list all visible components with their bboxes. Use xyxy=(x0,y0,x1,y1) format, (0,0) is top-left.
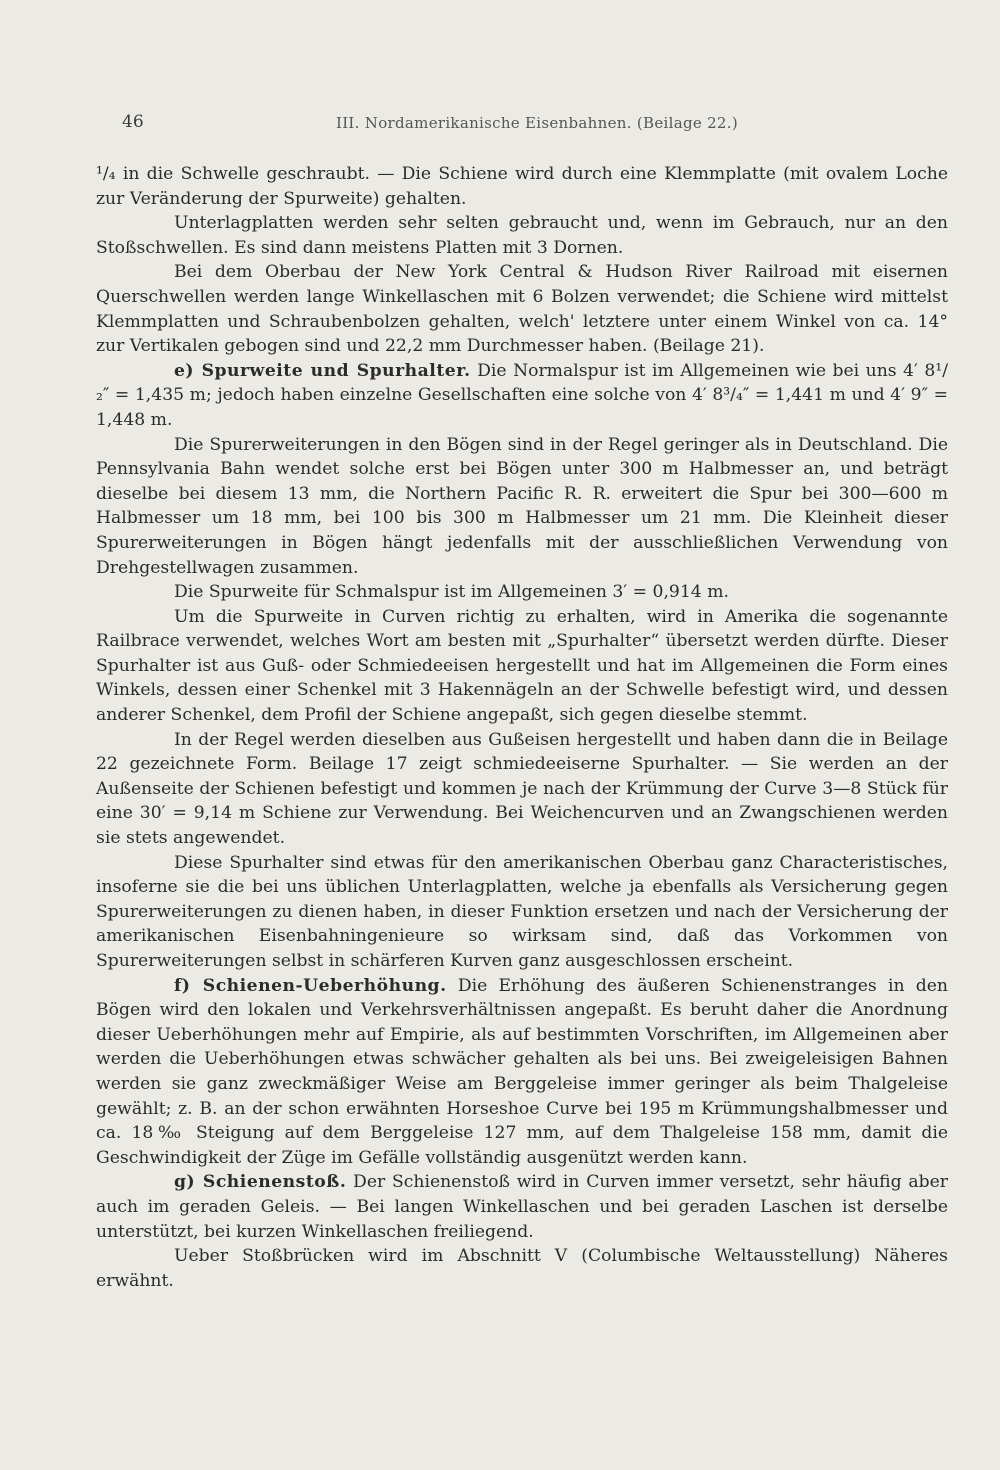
paragraph xyxy=(96,359,948,433)
paragraph xyxy=(96,605,948,728)
page-header xyxy=(122,112,952,142)
section-heading: e) Spurweite und Spurhalter. xyxy=(174,360,471,381)
paragraph xyxy=(96,1244,948,1293)
paragraph xyxy=(96,728,948,851)
page-number: 46 xyxy=(122,112,144,132)
paragraph-text: Der Schienenstoß wird in Curven immer versetzt, sehr häufig aber auch im geraden Geleis. — Bei langen Winkellaschen und bei geraden Laschen ist derselbe unterstützt, bei kurzen Winkellaschen freiliegend. xyxy=(96,1172,948,1242)
paragraph-text: Ueber Stoßbrücken wird im Abschnitt V (Columbische Weltausstellung) Näheres erwähnt. xyxy=(96,1246,948,1291)
paragraph-text: Unterlagplatten werden sehr selten gebraucht und, wenn im Gebrauch, nur an den Stoßschwellen. Es sind dann meistens Platten mit 3 Dornen. xyxy=(96,213,948,258)
paragraph-text: In der Regel werden dieselben aus Gußeisen hergestellt und haben dann die in Beilage 22 gezeichnete Form. Beilage 17 zeigt schmiedeeiserne Spurhalter. — Sie werden an der Außenseite der Schienen befestigt und kommen je nach der Krümmung der Curve 3—8 Stück für eine 30′ = 9,14 m Schiene zur Verwendung. Bei Weichencurven und an Zwangschienen werden sie stets angewendet. xyxy=(96,729,948,849)
paragraph xyxy=(96,974,948,1171)
paragraph-text: Um die Spurweite in Curven richtig zu erhalten, wird in Amerika die sogenannte Railbrace verwendet, welches Wort am besten mit „Spurhalter“ übersetzt werden dürfte. Dieser Spurhalter ist aus Guß- oder Schmiedeeisen hergestellt und hat im Allgemeinen die Form eines Winkels, dessen einer Schenkel mit 3 Hakennägeln an der Schwelle befestigt wird, und dessen anderer Schenkel, dem Profil der Schiene angepaßt, sich gegen dieselbe stemmt. xyxy=(96,606,948,726)
paragraph xyxy=(96,1170,948,1244)
section-heading: f) Schienen-Ueberhöhung. xyxy=(174,975,447,996)
paragraph-text: Diese Spurhalter sind etwas für den amerikanischen Oberbau ganz Characteristisches, insoferne sie die bei uns üblichen Unterlagplatten, welche ja ebenfalls als Versicherung gegen Spurerweiterungen zu dienen haben, in dieser Funktion ersetzen und nach der Versicherung der amerikanischen Eisenbahningenieure so wirksam sind, daß das Vorkommen von Spurerweiterungen selbst in schärferen Kurven ganz ausgeschlossen erscheint. xyxy=(96,852,948,971)
paragraph xyxy=(96,433,948,581)
running-title: III. Nordamerikanische Eisenbahnen. (Beilage 22.) xyxy=(335,114,738,132)
paragraph xyxy=(96,162,948,211)
body-text xyxy=(96,162,948,1293)
paragraph-text: ¹/₄ in die Schwelle geschraubt. — Die Schiene wird durch eine Klemmplatte (mit ovalem Loche zur Veränderung der Spurweite) gehalten. xyxy=(96,164,948,209)
paragraph xyxy=(96,580,948,605)
paragraph xyxy=(96,851,948,974)
paragraph-text: Die Spurerweiterungen in den Bögen sind in der Regel geringer als in Deutschland. Die Pennsylvania Bahn wendet solche erst bei Bögen unter 300 m Halbmesser an, und beträgt dieselbe bei diesem 13 mm, die Northern Pacific R. R. erweitert die Spur bei 300—600 m Halbmesser um 18 mm, bei 100 bis 300 m Halbmesser um 21 mm. Die Kleinheit dieser Spurerweiterungen in Bögen hängt jedenfalls mit der ausschließlichen Verwendung von Drehgestellwagen zusammen. xyxy=(96,434,948,578)
paragraph-text: Bei dem Oberbau der New York Central & Hudson River Railroad mit eisernen Querschwellen werden lange Winkellaschen mit 6 Bolzen verwendet; die Schiene wird mittelst Klemmplatten und Schraubenbolzen gehalten, welch' letztere unter einem Winkel von ca. 14° zur Vertikalen gebogen sind und 22,2 mm Durchmesser haben. (Beilage 21). xyxy=(96,262,948,357)
paragraph xyxy=(96,260,948,358)
paragraph xyxy=(96,211,948,260)
paragraph-text: Die Spurweite für Schmalspur ist im Allgemeinen 3′ = 0,914 m. xyxy=(174,582,729,603)
section-heading: g) Schienenstoß. xyxy=(174,1172,347,1193)
paragraph-text: Die Normalspur ist im Allgemeinen wie bei uns 4′ 8¹/₂″ = 1,435 m; jedoch haben einzelne Gesellschaften eine solche von 4′ 8³/₄″ = 1,441 m und 4′ 9″ = 1,448 m. xyxy=(96,360,948,430)
paragraph-text: Die Erhöhung des äußeren Schienenstranges in den Bögen wird den lokalen und Verkehrsverhältnissen angepaßt. Es beruht daher die Anordnung dieser Ueberhöhungen mehr auf Empirie, als auf bestimmten Vorschriften, im Allgemeinen aber werden die Ueberhöhungen etwas schwächer gehalten als bei uns. Bei zweigeleisigen Bahnen werden sie ganz zweckmäßiger Weise am Berggeleise immer geringer als beim Thalgeleise gewählt; z. B. an der schon erwähnten Horseshoe Curve bei 195 m Krümmungshalbmesser und ca. 18‰ Steigung auf dem Berggeleise 127 mm, auf dem Thalgeleise 158 mm, damit die Geschwindigkeit der Züge im Gefälle vollständig ausgenützt werden kann. xyxy=(96,975,948,1168)
